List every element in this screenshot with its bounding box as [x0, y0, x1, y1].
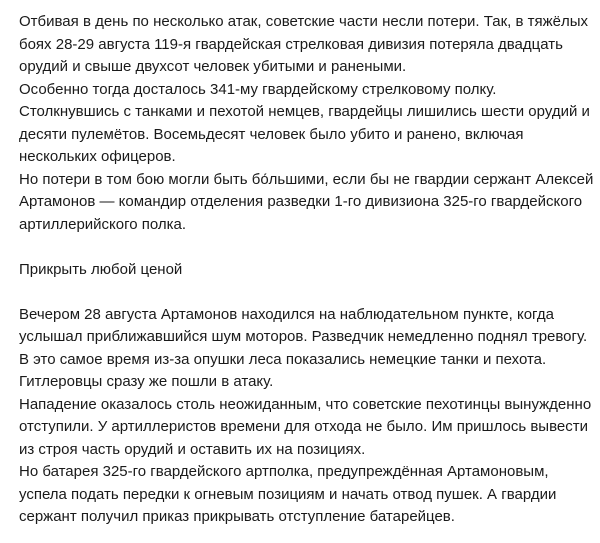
paragraph-gap: [19, 236, 594, 259]
paragraph-341-regiment: Особенно тогда досталось 341-му гвардейскому стрелковому полку. Столкнувшись с танками и пехотой немцев, гвардейцы лишились шести орудий и десяти пулемётов. Восемьдесят человек было убито и ранено, включая нескольких офицеров.: [19, 80, 590, 165]
paragraph-battery-withdrawal: Но батарея 325-го гвардейского артполка, предупреждённая Артамоновым, успела подать передки к огневым позициям и начать отвод пушек. А гвардии сержант получил приказ прикрывать отступление батарейцев.: [19, 463, 557, 525]
paragraph-evening-attack: Вечером 28 августа Артамонов находился на наблюдательном пункте, когда услышал приближавшийся шум моторов. Разведчик немедленно поднял тревогу. В это самое время из-за опушки леса показались немецкие танки и пехота. Гитлеровцы сразу же пошли в атаку.: [19, 305, 588, 390]
paragraph-gap: [19, 281, 594, 304]
section-subheading: Прикрыть любой ценой: [19, 260, 183, 278]
article-body: [19, 11, 594, 529]
paragraph-infantry-retreat: Нападение оказалось столь неожиданным, что советские пехотинцы вынужденно отступили. У артиллеристов времени для отхода не было. Им пришлось вывести из строя часть орудий и оставить их на позициях.: [19, 395, 592, 458]
paragraph-losses-intro: Отбивая в день по несколько атак, советские части несли потери. Так, в тяжёлых боях 28-29 августа 119-я гвардейская стрелковая дивизия потеряла двадцать орудий и свыше двухсот человек убитыми и ранеными.: [19, 13, 589, 75]
paragraph-artamonov-intro: Но потери в том бою могли быть бо́льшими, если бы не гвардии сержант Алексей Артамонов — командир отделения разведки 1-го дивизиона 325-го гвардейского артиллерийского полка.: [19, 170, 594, 233]
